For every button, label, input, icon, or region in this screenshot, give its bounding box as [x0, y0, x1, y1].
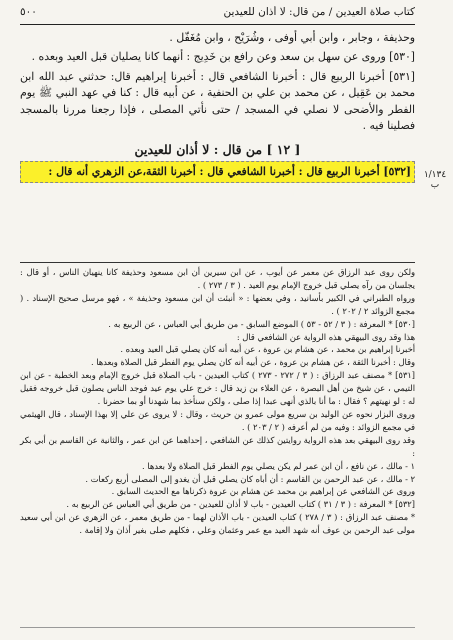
margin-reference: ١/١٣٤ ب [423, 170, 447, 190]
footnotes-rule [20, 262, 415, 263]
footnote: ١ - مالك ، عن نافع ، أن ابن عمر لم يكن يصلي يوم الفطر قبل الصلاة ولا بعدها . [142, 460, 415, 471]
footnote: ٢ - مالك ، عن عبد الرحمن بن القاسم : أن أباه كان يصلي قبل أن يغدو إلى المصلى أربع ركعات . [85, 473, 415, 484]
footnotes [20, 266, 415, 537]
footnote: [٥٣١] * مصنف عبد الرزاق : ( ٣ / ٢٧٢ - ٢٧٣ ) كتاب العيدين - باب الصلاة قبل خروج الإمام وبعد الخطبة - عن ابن التيمي ، عن شيخ من أهل البصرة ، عن العلاء بن زيد قال : خرج علي يوم عيد فوجد الناس يصلون قبل خروجه فقيل له : لو نهيتهم ؟ فقال : ما أنا بالذي أنهى عبدا إذا صلى ، ولكن سنأخذ بما شهدنا أو بما حضرنا . [20, 370, 415, 407]
chapter-heading: [ ١٢ ] من قال : لا أذان للعيدين [134, 142, 301, 158]
main-paragraph: وحذيفة ، وجابر ، وابن أبي أوفى ، وشُرَيْح ، وابن مُغَفّل . [169, 31, 415, 44]
footnote: وروى البزار نحوه عن الوليد بن سريع مولى عمرو بن حريث ، وقال : لا يروى عن علي إلا بهذا الإسناد ، قال الهيثمي في مجمع الزوائد : وفيه من لم أعرفه ( ٢ / ٢٠٣ ) . [20, 408, 415, 432]
footnote: [٥٣٢] * المعرفة : ( ٣ / ٣١ ) كتاب العيدين - باب لا أذان للعيدين - من طريق أبي العباس عن الربيع به . [66, 499, 415, 510]
running-head [20, 6, 415, 24]
footnote: أخبرنا إبراهيم بن محمد ، عن هشام بن عروة ، عن أبيه أنه كان يصلي قبل العيد وبعده . [120, 344, 415, 355]
footnote: وقد روى البيهقي بعد هذه الرواية روايتين كذلك عن الشافعي ، إحداهما عن ابن عمر ، والثانية عن القاسم بن أبي بكر : [20, 434, 415, 458]
main-paragraph: [٥٣٠] وروى عن سهل بن سعد وعن رافع بن خَدِيج : أنهما كانا يصليان قبل العيد وبعده . [31, 50, 415, 64]
header-rule [20, 24, 415, 25]
highlighted-hadith-line: [٥٣٢] أخبرنا الربيع قال : أخبرنا الشافعي قال : أخبرنا الثقة،عن الزهري أنه قال : [20, 161, 415, 183]
footnote: * مصنف عبد الرزاق : ( ٣ / ٢٧٨ ) كتاب العيدين - باب الأذان لهما - من طريق معمر ، عن الزهري عن ابن أبي سعيد مولى عبد الرحمن بن عوف أنه شهد العيد مع عمر وعثمان وعلي ، فكلهم صلى بغير أذان ولا إقامة . [20, 512, 415, 536]
footnote: [٥٣٠] * المعرفة : ( ٣ / ٥٢ - ٥٣ ) الموضع السابق - من طريق أبي العباس ، عن الربيع به . [108, 318, 415, 329]
footnote: ورواه الطبراني في الكبير بأسانيد ، وفي بعضها : « أنبئت أن ابن مسعود وحذيفة » ، فهو مرسل صحيح الإسناد . ( مجمع الزوائد ٢ / ٢٠٢ ) . [20, 292, 415, 316]
main-text [20, 30, 415, 183]
footnote: هذا وقد روى البيهقي هذه الرواية عن الشافعي قال : [236, 331, 415, 342]
footnote: وروى عن الشافعي عن إبراهيم بن محمد عن هشام بن عروة ذكرناها مع الحديث السابق . [111, 486, 415, 497]
running-head-title: كتاب صلاة العيدين / من قال: لا أذان للعيدين [223, 6, 415, 18]
bottom-rule [20, 627, 415, 628]
footnote: وقال : أخبرنا الثقة ، عن هشام بن عروة ، عن أبيه أنه كان يصلي يوم الفطر قبل الصلاة وبعدها . [90, 357, 415, 368]
main-paragraph: [٥٣١] أخبرنا الربيع قال : أخبرنا الشافعي قال : أخبرنا إبراهيم قال: حدثني عبد الله ابن محمد بن عَقِيل ، عن محمد بن علي بن الحنفية ، عن أبيه قال : كنا في عهد النبي ﷺ يوم الفطر والأضحى لا نصلي في المسجد / حتى نأتي المصلى ، فإذا رجعنا مررنا بالمسجد فصلينا فيه . [20, 69, 415, 133]
footnote: ولكن روى عبد الرزاق عن معمر عن أيوب ، عن ابن سيرين أن ابن مسعود وحذيفة كانا ينهيان الناس ، أو قال : يجلسان من رآه يصلي قبل خروج الإمام يوم العيد . ( ٣ / ٢٧٣ ) . [20, 267, 415, 290]
page-number: ٥٠٠ [20, 6, 37, 18]
